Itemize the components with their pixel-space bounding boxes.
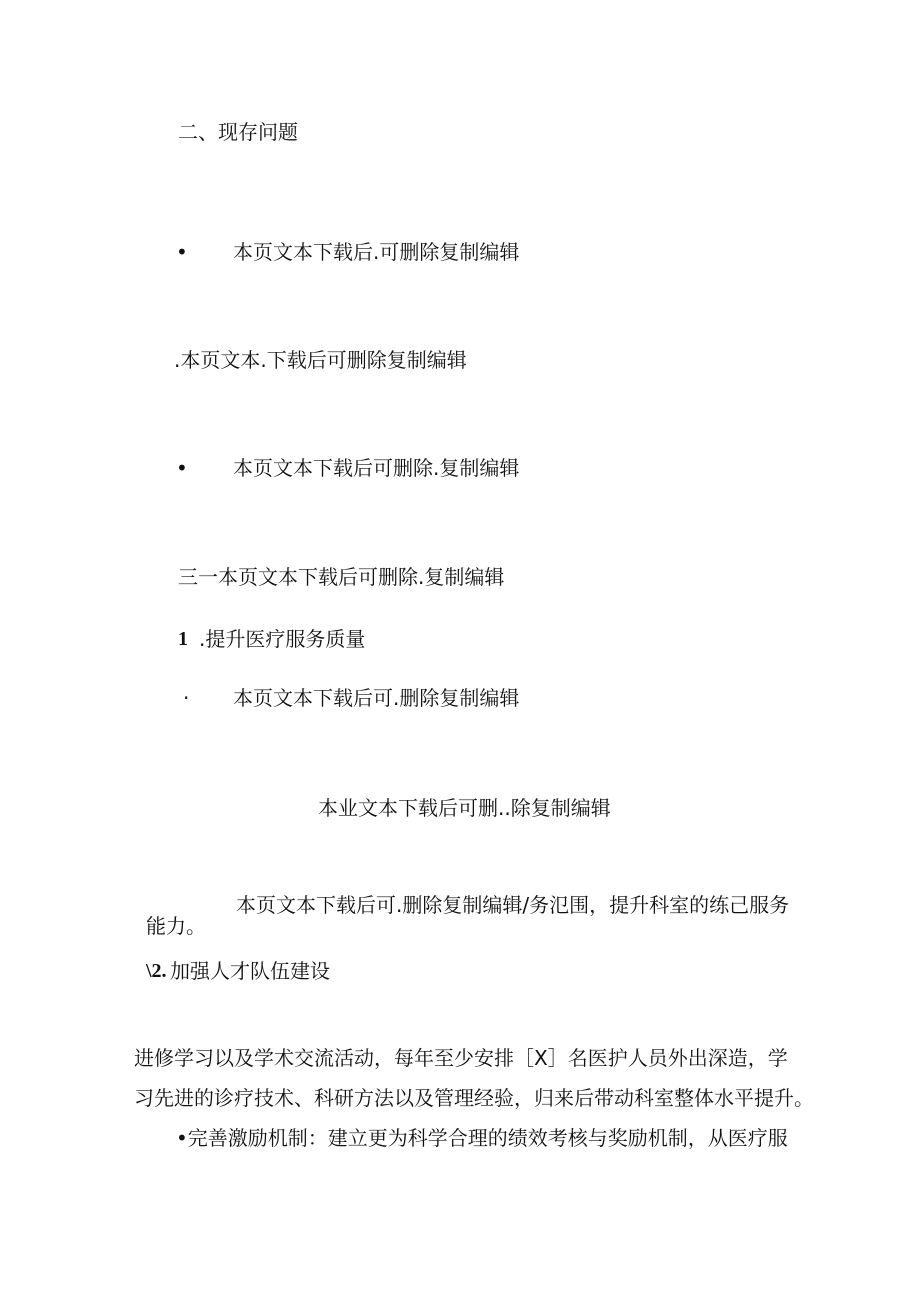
subsection-number: 1 <box>178 628 188 650</box>
bullet-marker: • <box>176 240 188 264</box>
paragraph-line: .本页文本.下载后可删除复制编辑 <box>174 348 467 372</box>
subsection-number: \2. <box>146 960 167 982</box>
subsection-heading-service-quality: .提升医疗服务质量 <box>199 627 366 651</box>
paragraph-line: 能力。 <box>146 914 206 938</box>
bullet-paragraph-line: •完善激励机制：建立更为科学合理的绩效考核与奖励机制，从医疗服 <box>176 1126 788 1150</box>
section-heading-three: 三一本页文本下载后可删除.复制编辑 <box>178 565 505 589</box>
bullet-item-text: 本页文本下载后可删除.复制编辑 <box>233 456 520 480</box>
section-heading-current-problems: 二、现存问题 <box>178 120 298 144</box>
paragraph-line: 本页文本下载后可.删除复制编辑/务氾围，提升科室的练己服务 <box>236 893 790 917</box>
paragraph-line: 进修学习以及学术交流活动，每年至少安排［X］名医护人员外出深造，学 <box>134 1046 788 1070</box>
bullet-marker: • <box>176 456 188 480</box>
bullet-item-text: 本页文本下载后.可删除复制编辑 <box>233 240 520 264</box>
bullet-marker: · <box>183 686 190 710</box>
centered-paragraph-line: 本业文本下载后可删..除复制编辑 <box>318 796 611 820</box>
bullet-item-text: 本页文本下载后可.删除复制编辑 <box>233 686 520 710</box>
paragraph-line: 习先进的诊疗技术、科研方法以及管理经验，归来后带动科室整体水平提升。 <box>134 1086 814 1110</box>
subsection-heading-talent-team: 加强人才队伍建设 <box>170 959 330 983</box>
